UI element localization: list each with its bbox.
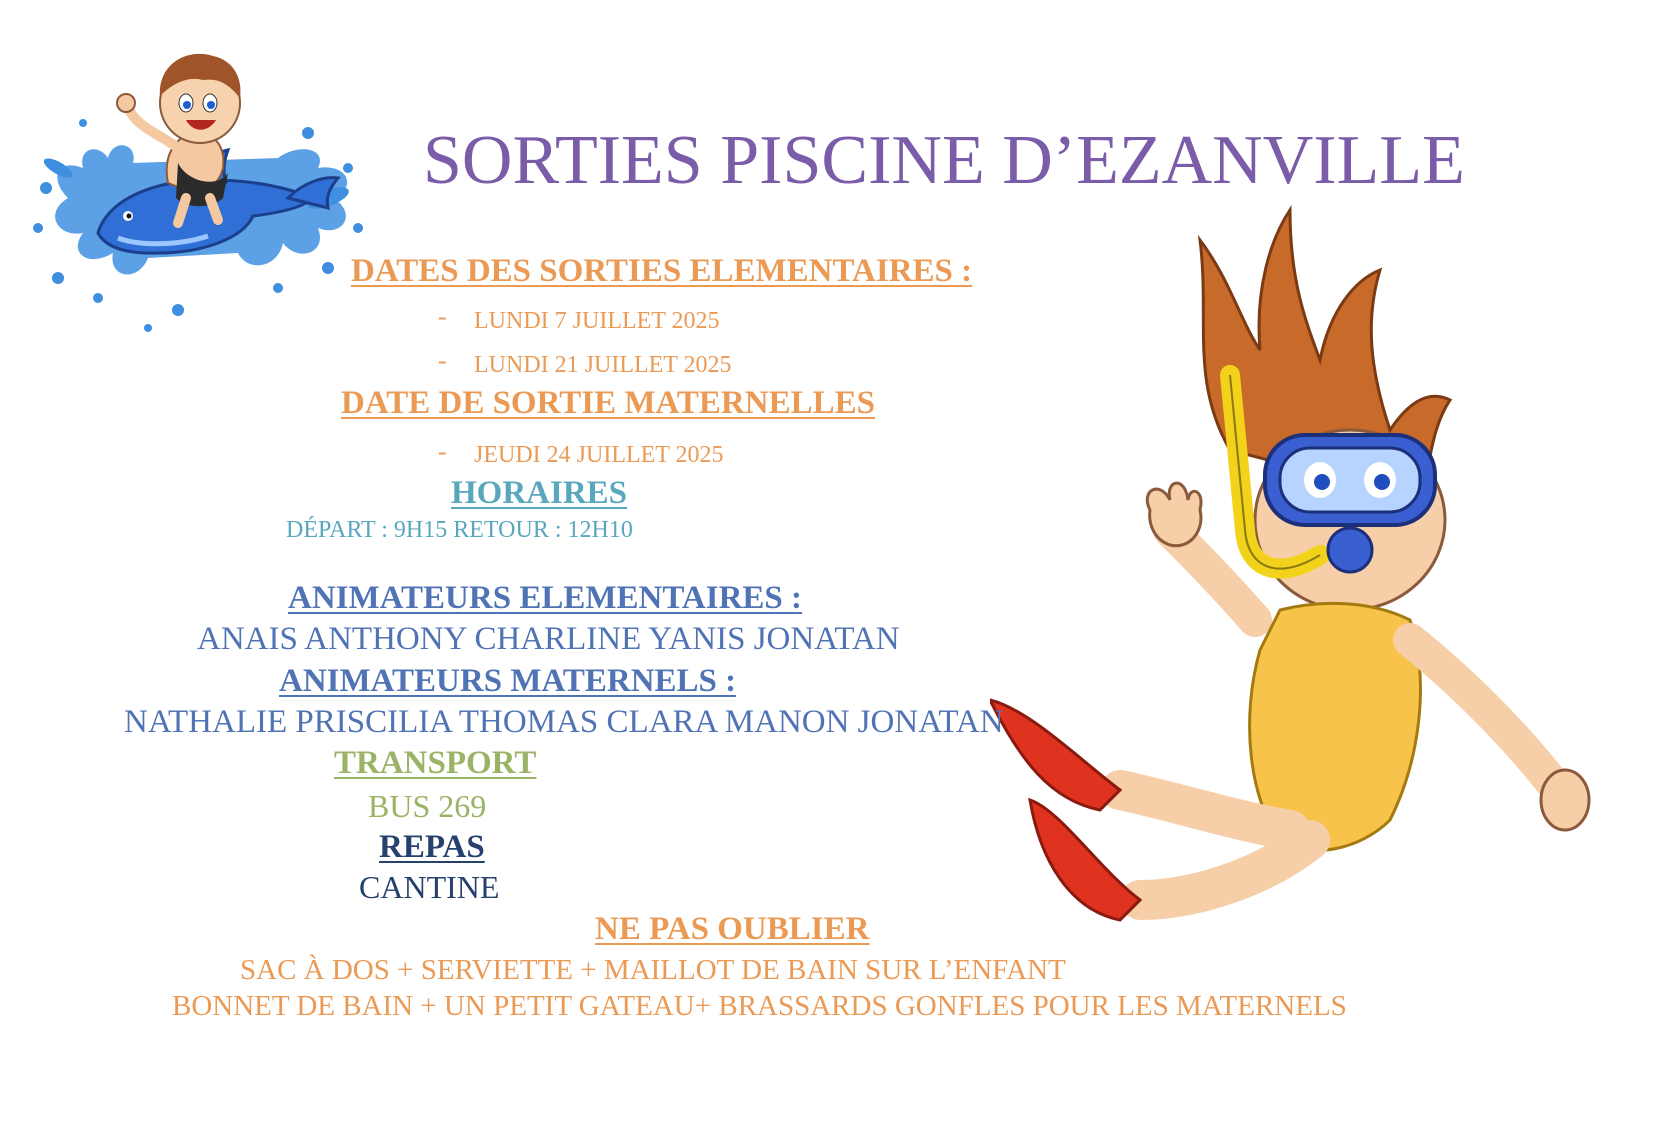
repas-heading: REPAS [379,829,485,865]
animateurs-maternels-names: NATHALIE PRISCILIA THOMAS CLARA MANON JONATAN [124,704,1004,740]
horaires-text: DÉPART : 9H15 RETOUR : 12H10 [286,517,633,543]
elementaires-heading: DATES DES SORTIES ELEMENTAIRES : [351,253,973,289]
page-title: SORTIES PISCINE D’EZANVILLE [423,122,1465,199]
list-marker: - [438,302,447,331]
animateurs-maternels-heading: ANIMATEURS MATERNELS : [279,663,737,699]
elementaires-date-2: LUNDI 21 JUILLET 2025 [474,352,732,378]
maternelles-date-1: JEUDI 24 JUILLET 2025 [474,442,724,468]
list-marker: - [438,437,447,466]
maternelles-heading: DATE DE SORTIE MATERNELLES [341,385,875,421]
animateurs-elementaires-heading: ANIMATEURS ELEMENTAIRES : [288,580,803,616]
list-marker: - [438,346,447,375]
boy-on-dolphin-float-illustration [28,48,388,338]
transport-heading: TRANSPORT [334,745,537,781]
transport-text: BUS 269 [368,788,487,824]
repas-text: CANTINE [359,869,500,905]
oublier-heading: NE PAS OUBLIER [595,911,870,947]
oublier-line-1: SAC À DOS + SERVIETTE + MAILLOT DE BAIN SUR L’ENFANT [240,954,1066,986]
elementaires-date-1: LUNDI 7 JUILLET 2025 [474,308,720,334]
animateurs-elementaires-names: ANAIS ANTHONY CHARLINE YANIS JONATAN [197,621,900,657]
horaires-heading: HORAIRES [451,475,628,511]
girl-snorkeling-illustration [990,200,1650,960]
oublier-line-2: BONNET DE BAIN + UN PETIT GATEAU+ BRASSARDS GONFLES POUR LES MATERNELS [172,990,1347,1022]
